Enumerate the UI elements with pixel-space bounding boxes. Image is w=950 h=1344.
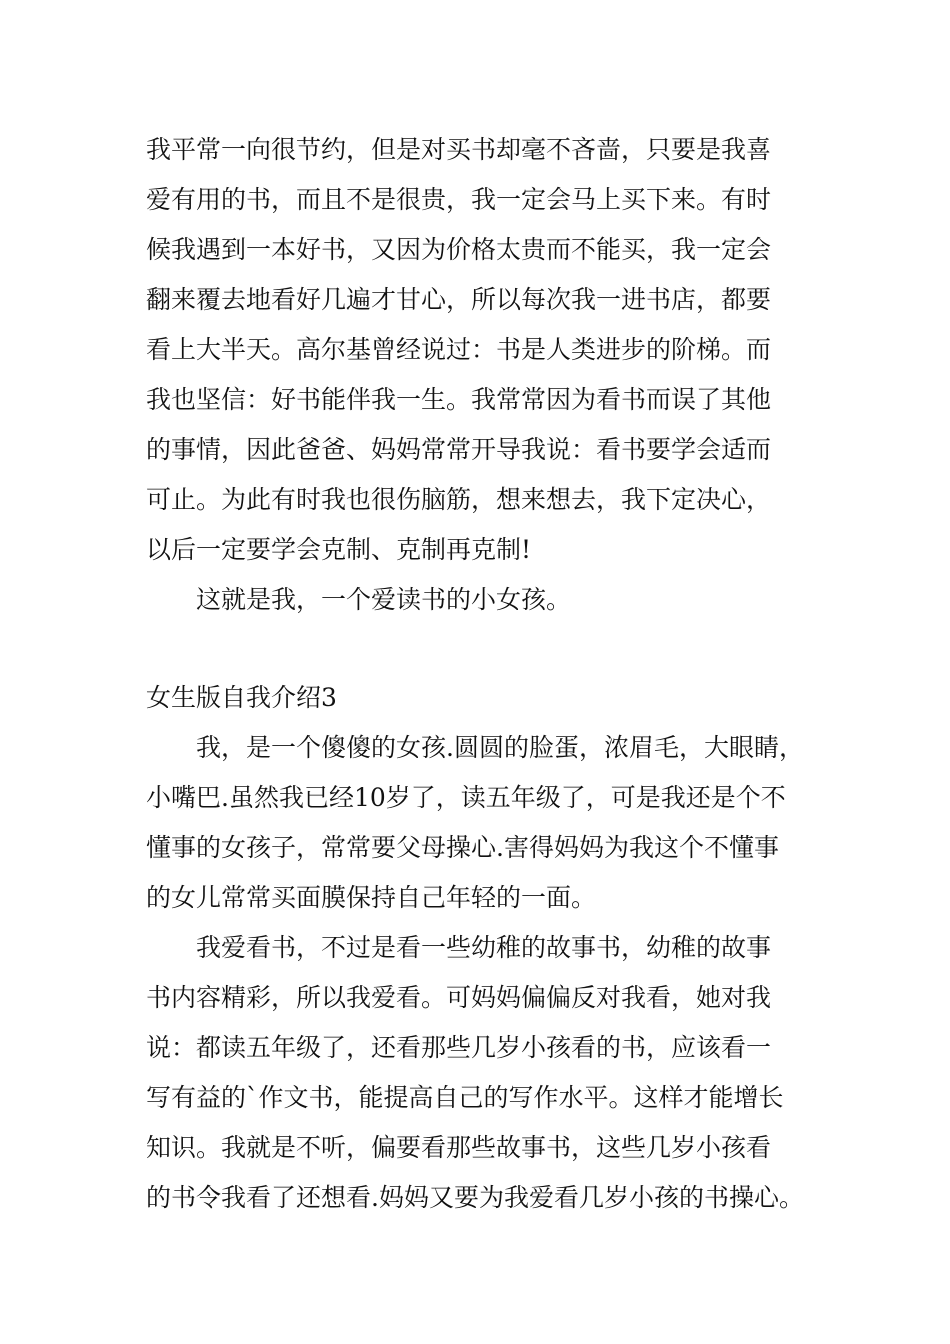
text-line: 书内容精彩，所以我爱看。可妈妈偏偏反对我看，她对我 <box>146 983 772 1012</box>
text-line: 懂事的女孩子，常常要父母操心.害得妈妈为我这个不懂事 <box>146 833 779 862</box>
text-line: 这就是我，一个爱读书的小女孩。 <box>196 585 572 614</box>
text-line: 知识。我就是不听，偏要看那些故事书，这些几岁小孩看 <box>146 1133 772 1162</box>
text-line: 的事情，因此爸爸、妈妈常常开导我说：看书要学会适而 <box>146 435 772 464</box>
text-line: 以后一定要学会克制、克制再克制! <box>146 535 532 564</box>
text-line: 爱有用的书，而且不是很贵，我一定会马上买下来。有时 <box>146 185 772 214</box>
text-line: 我也坚信：好书能伴我一生。我常常因为看书而误了其他 <box>146 385 772 414</box>
text-line: 我平常一向很节约，但是对买书却毫不吝啬，只要是我喜 <box>146 135 772 164</box>
text-line: 的女儿常常买面膜保持自己年轻的一面。 <box>146 883 597 912</box>
text-line: 翻来覆去地看好几遍才甘心，所以每次我一进书店，都要 <box>146 285 772 314</box>
text-line: 说：都读五年级了，还看那些几岁小孩看的书，应该看一 <box>146 1033 772 1062</box>
text-line: 看上大半天。高尔基曾经说过：书是人类进步的阶梯。而 <box>146 335 772 364</box>
text-line: 我爱看书，不过是看一些幼稚的故事书，幼稚的故事 <box>196 933 772 962</box>
text-line: 候我遇到一本好书，又因为价格太贵而不能买，我一定会 <box>146 235 772 264</box>
text-line: 小嘴巴.虽然我已经10岁了，读五年级了，可是我还是个不 <box>146 783 786 812</box>
text-line: 我，是一个傻傻的女孩.圆圆的脸蛋，浓眉毛，大眼睛， <box>196 733 804 762</box>
text-line: 的书令我看了还想看.妈妈又要为我爱看几岁小孩的书操心。 <box>146 1183 804 1212</box>
text-line: 写有益的`作文书，能提高自己的写作水平。这样才能增长 <box>146 1083 784 1112</box>
text-line: 可止。为此有时我也很伤脑筋，想来想去，我下定决心， <box>146 485 772 514</box>
section-heading: 女生版自我介绍3 <box>146 683 337 712</box>
